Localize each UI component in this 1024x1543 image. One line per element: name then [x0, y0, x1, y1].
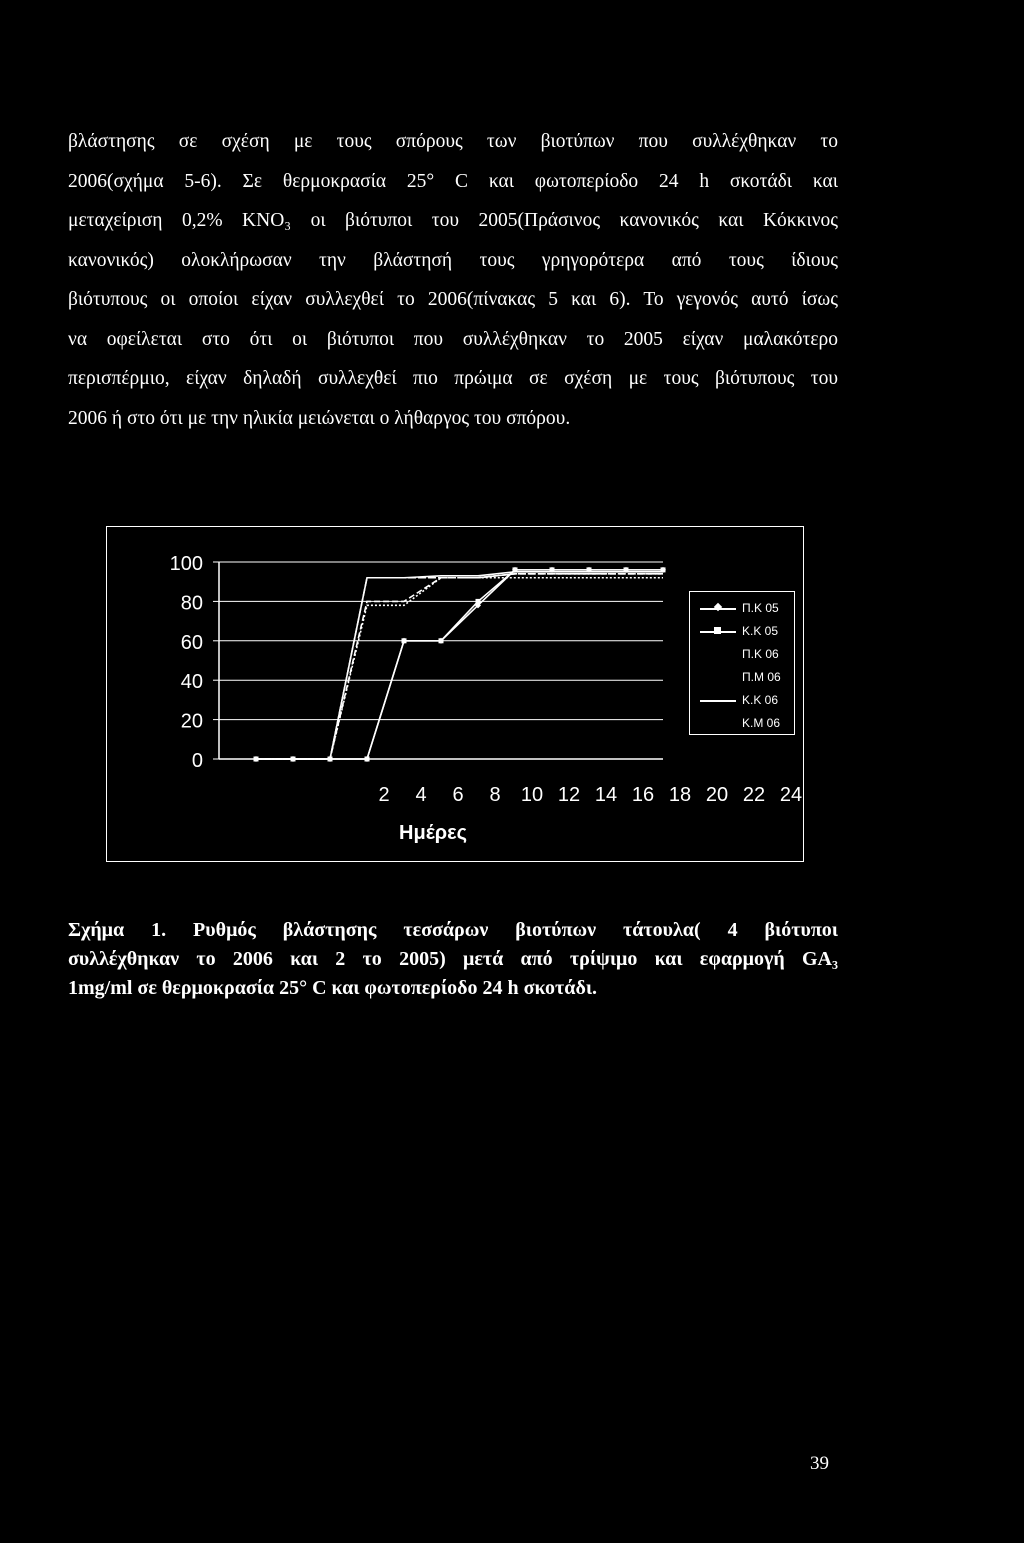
- x-tick-label: 24: [779, 784, 803, 806]
- data-point: [365, 757, 370, 762]
- legend-line: [700, 700, 736, 702]
- legend-swatch: [696, 624, 740, 638]
- legend-label: Κ.Μ 06: [742, 716, 781, 730]
- x-tick-label: 4: [415, 784, 427, 806]
- legend-item: [696, 667, 781, 687]
- y-tick-label: 20: [180, 710, 203, 733]
- legend-item: [696, 621, 778, 641]
- x-tick-label: 12: [557, 784, 581, 806]
- body-line: να οφείλεται στο ότι οι βιότυποι που συλλέχθηκαν το 2005 είχαν μαλακότερο: [68, 328, 838, 350]
- body-paragraph: [68, 122, 838, 438]
- page-number: 39: [810, 1453, 829, 1474]
- caption-line: 1mg/ml σε θερμοκρασία 25° C και φωτοπερίοδο 24 h σκοτάδι.: [68, 977, 598, 999]
- legend-label: Κ.Κ 05: [742, 624, 779, 638]
- chart-legend: [689, 591, 795, 735]
- x-tick-label: 10: [520, 784, 544, 806]
- series-line: [256, 570, 663, 759]
- y-tick-label: 60: [180, 631, 203, 654]
- x-tick-label: 8: [489, 784, 501, 806]
- germination-chart: [106, 526, 804, 862]
- legend-marker: [714, 627, 721, 634]
- data-point: [402, 638, 407, 643]
- legend-label: Π.Μ 06: [742, 670, 781, 684]
- x-axis-label: Ημέρες: [399, 822, 467, 844]
- y-tick-label: 80: [180, 592, 203, 615]
- legend-label: Π.Κ 06: [742, 647, 779, 661]
- series-line: [256, 570, 663, 759]
- legend-label: Π.Κ 05: [742, 601, 779, 615]
- caption-line: Σχήμα 1. Ρυθμός βλάστησης τεσσάρων βιοτύπων τάτουλα( 4 βιότυποι: [68, 919, 838, 941]
- series-line: [256, 572, 663, 759]
- legend-swatch: [696, 716, 740, 730]
- legend-item: [696, 713, 780, 733]
- legend-item: [696, 690, 778, 710]
- legend-marker: [714, 603, 722, 611]
- body-line: μεταχείριση 0,2% KNO₃ οι βιότυποι του 2005(Πράσινος κανονικός και Κόκκινος: [68, 210, 838, 231]
- x-tick-label: 18: [668, 784, 692, 806]
- x-tick-label: 14: [594, 784, 618, 806]
- x-tick-label: 2: [378, 784, 390, 806]
- figure-caption: [68, 916, 838, 1003]
- legend-item: [696, 644, 779, 664]
- legend-item: [696, 598, 779, 618]
- body-line: 2006 ή στο ότι με την ηλικία μειώνεται ο λήθαργος του σπόρου.: [68, 407, 571, 429]
- y-tick-label: 100: [169, 553, 203, 575]
- legend-swatch: [696, 693, 740, 707]
- x-tick-label: 6: [452, 784, 464, 806]
- legend-label: Κ.Κ 06: [742, 693, 779, 707]
- x-tick-label: 16: [631, 784, 655, 806]
- y-tick-label: 0: [191, 750, 203, 772]
- body-line: 2006(σχήμα 5-6). Σε θερμοκρασία 25° C και φωτοπερίοδο 24 h σκοτάδι και: [68, 170, 838, 192]
- legend-swatch: [696, 601, 740, 615]
- legend-swatch: [696, 670, 740, 684]
- body-line: βλάστησης σε σχέση με τους σπόρους των βιοτύπων που συλλέχθηκαν το: [68, 131, 838, 152]
- caption-line: συλλέχθηκαν το 2006 και 2 το 2005) μετά από τρίψιμο και εφαρμογή GA₃: [68, 948, 838, 970]
- series-line: [256, 578, 663, 759]
- x-tick-label: 20: [705, 784, 729, 806]
- body-line: κανονικός) ολοκλήρωσαν την βλάστησή τους γρηγορότερα από τους ίδιους: [68, 249, 838, 271]
- y-tick-label: 40: [180, 671, 203, 694]
- legend-swatch: [696, 647, 740, 661]
- body-line: βιότυπους οι οποίοι είχαν συλλεχθεί το 2006(πίνακας 5 και 6). Το γεγονός αυτό ίσως: [68, 289, 838, 310]
- data-point: [476, 599, 481, 604]
- x-tick-label: 22: [742, 784, 766, 806]
- data-point: [439, 638, 444, 643]
- body-line: περισπέρμιο, είχαν δηλαδή συλλεχθεί πιο πρώιμα σε σχέση με τους βιότυπους του: [68, 368, 838, 389]
